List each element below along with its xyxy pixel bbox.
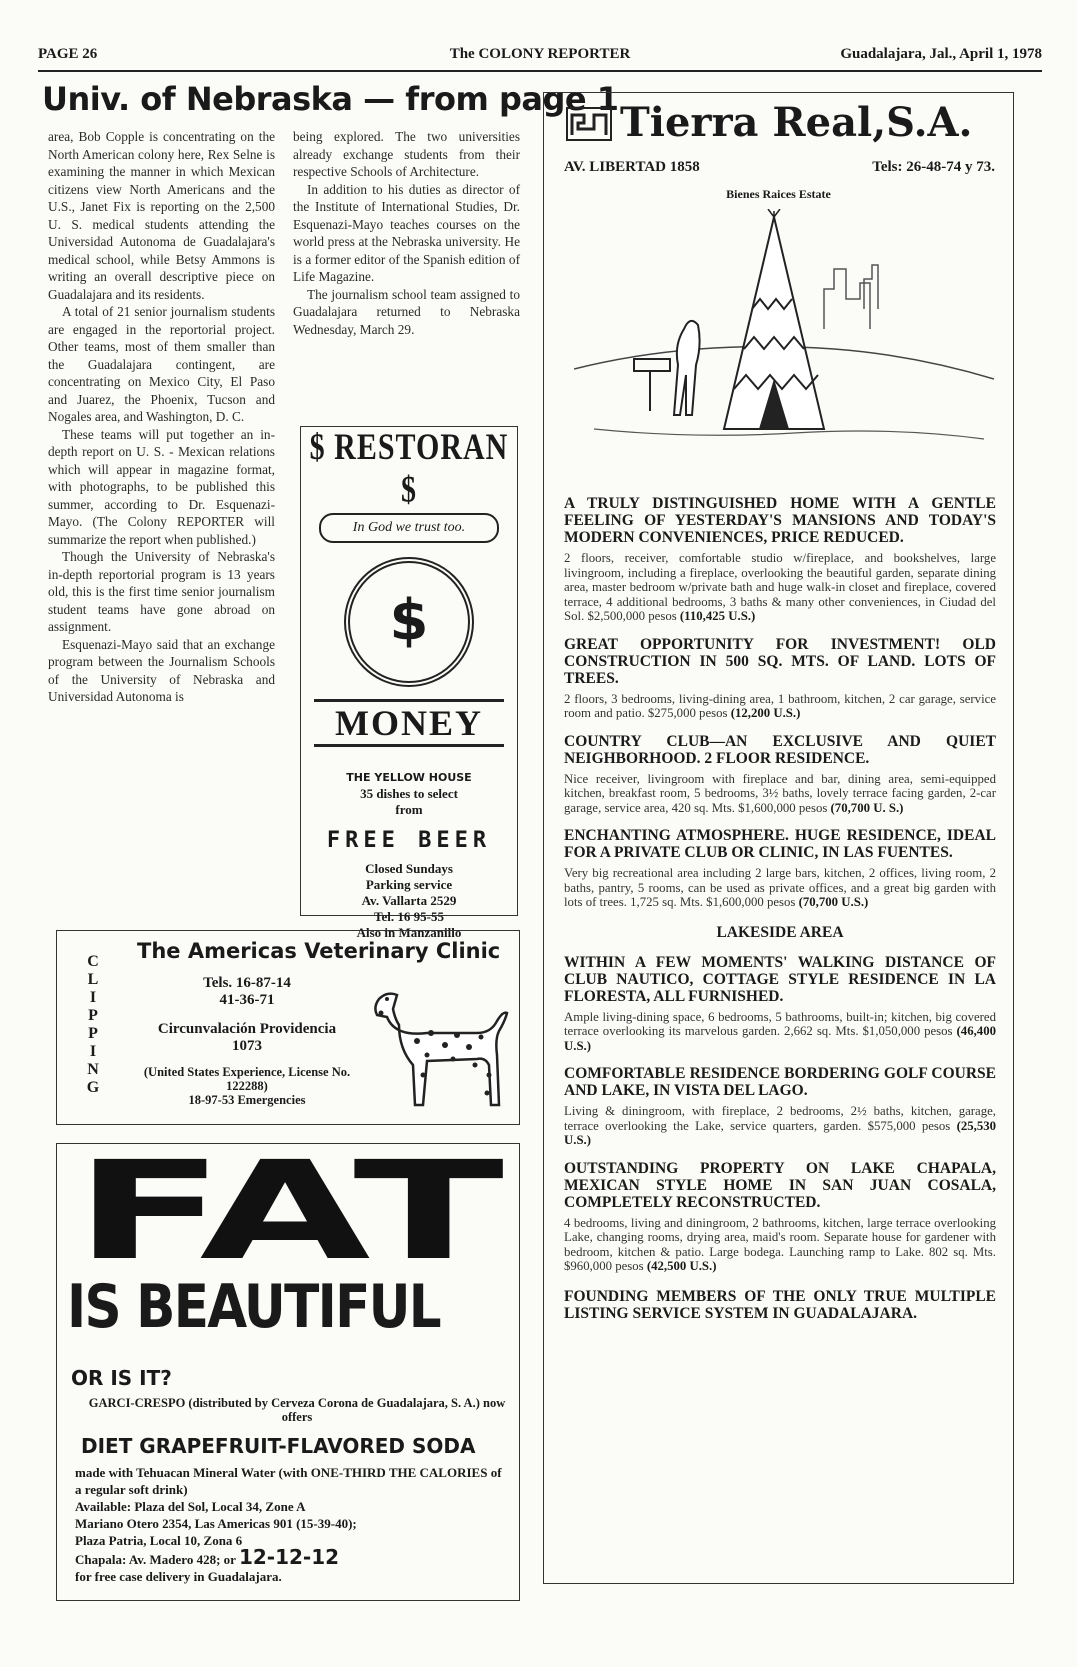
- soda-line: for free case delivery in Guadalajara.: [75, 1569, 282, 1584]
- fat-text: FAT: [74, 1156, 505, 1266]
- soda-distributor: GARCI-CRESPO (distributed by Cerveza Corona de Guadalajara, S. A.) now offers: [88, 1396, 506, 1424]
- restaurant-motto: In God we trust too.: [319, 513, 499, 543]
- vet-tel: Tels. 16-87-14: [203, 975, 291, 991]
- listing-headline: OUTSTANDING PROPERTY ON LAKE CHAPALA, MEXICAN STYLE HOME IN SAN JUAN COSALA, COMPLETELY RECONSTRUCTED.: [564, 1159, 996, 1211]
- listing-description: Ample living-dining space, 6 bedrooms, 5 bathrooms, built-in; kitchen, big covered terrace overlooking its marvelous garden. 2,662 sq. Mts. $1,050,000 pesos (46,400 U.S.): [564, 1009, 996, 1053]
- newspaper-name: The COLONY REPORTER: [449, 46, 631, 62]
- wreath-emblem-icon: [344, 557, 474, 687]
- free-beer: FREE BEER: [326, 828, 492, 853]
- clipping-label: C L I P P I N G: [86, 953, 100, 1096]
- dollar-sign: $: [389, 588, 429, 653]
- lakeside-section-title: LAKESIDE AREA: [716, 923, 844, 941]
- restaurant-parking: Parking service: [365, 877, 453, 892]
- listing-usd-price: (110,425 U.S.): [679, 609, 756, 623]
- vet-clinic-title: The Americas Veterinary Clinic: [137, 939, 501, 963]
- aztec-logo-icon: [566, 107, 612, 141]
- vet-address: Circunvalación Providencia 1073: [157, 1021, 337, 1054]
- listing-description: 2 floors, receiver, comfortable studio w/fireplace, and bookshelves, large livingroom, including a fireplace, overlooking the beautiful garden, separate dining area, master bedroom w/private bath and huge walk-in closet and fireplace, covered terrace, 4 additional bedrooms, 3 baths & many other conveniences, in Ciudad del Sol. $2,500,000 pesos (110,425 U.S.): [564, 551, 996, 623]
- article-paragraph: Though the University of Nebraska's in-depth reportorial program is 13 years old, this is the first time senior journalism student teams have gone abroad on assignment.: [48, 549, 275, 634]
- teepee-illustration: [574, 209, 994, 459]
- listing-headline: A TRULY DISTINGUISHED HOME WITH A GENTLE FEELING OF YESTERDAY'S MANSIONS AND TODAY'S MODERN CONVENIENCES, PRICE REDUCED.: [564, 495, 996, 546]
- listing: [564, 636, 996, 721]
- listing: [564, 827, 996, 910]
- delivery-phone: 12-12-12: [238, 1545, 340, 1569]
- listing-description: Very big recreational area including 2 large bars, kitchen, 2 offices, living room, 2 baths, pantry, 5 rooms, can be used as private offices, and a great big garden with lots of trees. 1,725 sq. Mts. $1,600,000 pesos (70,700 U.S.): [564, 866, 996, 909]
- restaurant-name: MONEY: [314, 699, 504, 747]
- article-headline: Univ. of Nebraska — from page 1: [42, 80, 619, 118]
- listing-headline: ENCHANTING ATMOSPHERE. HUGE RESIDENCE, IDEAL FOR A PRIVATE CLUB OR CLINIC, IN LAS FUENTES.: [564, 827, 996, 861]
- listing: [564, 1065, 996, 1148]
- agency-phone: Tels: 26-48-74 y 73.: [872, 159, 995, 175]
- agency-address: AV. LIBERTAD 1858: [564, 159, 700, 175]
- listing: [564, 954, 996, 1054]
- restaurant-dishes: 35 dishes to select from: [360, 786, 458, 817]
- soda-line: Plaza Patria, Local 10, Zona 6: [75, 1533, 243, 1548]
- page-number: PAGE 26: [38, 46, 98, 62]
- listing-headline: COMFORTABLE RESIDENCE BORDERING GOLF COURSE AND LAKE, IN VISTA DEL LAGO.: [564, 1065, 996, 1099]
- restaurant-branch: Also in Manzanillo: [356, 925, 462, 940]
- listing-headline: COUNTRY CLUB—AN EXCLUSIVE AND QUIET NEIGHBORHOOD. 2 FLOOR RESIDENCE.: [564, 732, 996, 767]
- article-paragraph: In addition to his duties as director of the Institute of International Studies, Dr. Esquenazi-Mayo teaches courses on the world press at the Nebraska university. He is a former editor of the Spanish edition of Life Magazine.: [293, 181, 520, 284]
- or-is-it-text: OR IS IT?: [71, 1366, 172, 1390]
- restaurant-tel: Tel. 16 95-55: [374, 909, 444, 924]
- listing-description: Living & diningroom, with fireplace, 2 bedrooms, 2½ baths, kitchen, garage, terrace overlooking the Lake, service quarters, garden. $575,000 pesos (25,530 U.S.): [564, 1104, 997, 1147]
- listing-usd-price: (25,530 U.S.): [564, 1118, 997, 1147]
- vet-emergency: 18-97-53 Emergencies: [188, 1093, 306, 1107]
- listing: [564, 733, 996, 816]
- article-paragraph: A total of 21 senior journalism students are engaged in the reportorial project. Other teams, most of them smaller than the Guadalajara contingent, are concentrating on Mexico City, El Paso and Juarez, the Phoenix, Tucson and Nogales area, and Washington, D. C.: [48, 304, 275, 424]
- real-estate-ad: [543, 92, 1014, 1584]
- soda-line: Mariano Otero 2354, Las Americas 901 (15-39-40);: [75, 1516, 357, 1531]
- listing: [564, 1160, 996, 1274]
- fat-letters-graphic: [71, 1156, 507, 1266]
- vet-experience: (United States Experience, License No. 122288): [143, 1065, 351, 1093]
- listing-usd-price: (70,700 U. S.): [830, 800, 904, 815]
- listing-headline: WITHIN A FEW MOMENTS' WALKING DISTANCE OF CLUB NAUTICO, COTTAGE STYLE RESIDENCE IN LA FLORESTA, ALL FURNISHED.: [564, 953, 996, 1005]
- listing-description: 2 floors, 3 bedrooms, living-dining area, 1 bathroom, kitchen, 2 car garage, service room and patio. $275,000 pesos (12,200 U.S.): [564, 691, 996, 720]
- agency-name: Tierra Real,S.A.: [620, 99, 973, 146]
- soda-line: Available: Plaza del Sol, Local 34, Zone A: [75, 1499, 306, 1514]
- listing-headline: GREAT OPPORTUNITY FOR INVESTMENT! OLD CONSTRUCTION IN 500 SQ. MTS. OF LAND. LOTS OF TREES.: [564, 635, 996, 687]
- article-paragraph: Esquenazi-Mayo said that an exchange program between the Journalism Schools of the University of Nebraska and Universidad Autonoma is: [48, 636, 275, 704]
- article-paragraph: area, Bob Copple is concentrating on the North American colony here, Rex Selne is examining the manner in which Mexican citizens view North Americans and the U.S., Janet Fix is reporting on the 2,500 U. S. medical students attending the Universidad Autonoma de Guadalajara's medical school, while Betsy Ammons is writing an overall descriptive piece on Guadalajara and its residents.: [48, 129, 275, 302]
- dateline: Guadalajara, Jal., April 1, 1978: [840, 46, 1042, 62]
- restaurant-address: Av. Vallarta 2529: [361, 893, 457, 908]
- listing-usd-price: (46,400 U.S.): [564, 1024, 996, 1053]
- diet-soda-ad: [56, 1143, 520, 1601]
- restaurant-ad: [300, 426, 518, 940]
- agency-subtitle: Bienes Raices Estate: [726, 187, 831, 201]
- article-paragraph: The journalism school team assigned to Guadalajara returned to Nebraska Wednesday, March 29.: [293, 286, 520, 337]
- restaurant-title: $ RESTORAN $: [309, 426, 509, 511]
- property-listings: [564, 483, 996, 1322]
- vet-tel-2: 41-36-71: [219, 992, 275, 1008]
- masthead: [38, 44, 1042, 72]
- listing-usd-price: (42,500 U.S.): [646, 1259, 717, 1273]
- listing: [564, 495, 996, 624]
- vet-clinic-info: [137, 975, 357, 1107]
- vet-clinic-ad: [56, 930, 520, 1125]
- soda-details: [75, 1464, 511, 1585]
- soda-line: Chapala: Av. Madero 428; or 12-12-12: [75, 1545, 340, 1569]
- listing-description: 4 bedrooms, living and diningroom, 2 bathrooms, kitchen, large terrace overlooking Lake, changing rooms, drying area, maid's room. Separate house for gardener with bedroom, kitchen & patio. Large bodega. Launching ramp to Lake. 802 sq. Mts. $960,000 pesos (42,500 U.S.): [564, 1215, 996, 1273]
- article-paragraph: being explored. The two universities already exchange students from their respective Schools of Architecture.: [293, 129, 520, 179]
- listing-description: Nice receiver, livingroom with fireplace and bar, dining area, semi-equipped kitchen, breakfast room, 5 bedrooms, 3½ baths, lovely terrace facing garden, 2-car garage, service area, 420 sq. Mts. $1,600,000 pesos (70,700 U. S.): [564, 771, 996, 815]
- restaurant-closed: Closed Sundays: [365, 861, 453, 876]
- article-column-2: [293, 128, 520, 338]
- article-paragraph: These teams will put together an in-depth report on U. S. - Mexican relations which will appear in magazine format, with photographs, to be published this summer, according to Dr. Esquenazi-Mayo. (The Colony REPORTER will summarize the report when published.): [48, 426, 275, 547]
- soda-line: made with Tehuacan Mineral Water (with ONE-THIRD THE CALORIES of a regular soft drink): [75, 1465, 502, 1497]
- agency-footer: FOUNDING MEMBERS OF THE ONLY TRUE MULTIPLE LISTING SERVICE SYSTEM IN GUADALAJARA.: [564, 1287, 996, 1322]
- listing-usd-price: (12,200 U.S.): [730, 706, 801, 720]
- dalmatian-dog-icon: [357, 975, 517, 1115]
- article-column-1: [48, 128, 275, 706]
- soda-product-name: DIET GRAPEFRUIT-FLAVORED SODA: [81, 1434, 476, 1458]
- is-beautiful-text: IS BEAUTIFUL: [67, 1272, 440, 1342]
- restaurant-house: THE YELLOW HOUSE: [346, 771, 472, 784]
- listing-usd-price: (70,700 U.S.): [798, 895, 869, 909]
